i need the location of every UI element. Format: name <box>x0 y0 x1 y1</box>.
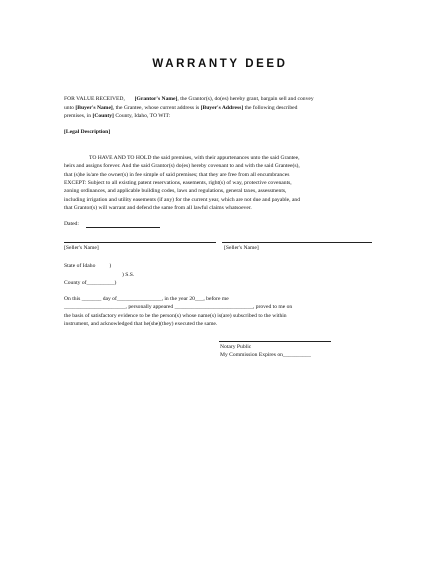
described-text: the following described <box>244 104 298 111</box>
grantee-address-text: , the Grantee, whose current address is <box>112 104 200 111</box>
county-field: [County] <box>92 113 114 119</box>
buyer-name-field: [Buyer's Name] <box>75 104 113 111</box>
habendum-line: that Grantor(s) will warrant and defend the same from all lawful claims whatsoever. <box>64 204 252 211</box>
dated-label: Dated: <box>64 221 79 227</box>
habendum-line: TO HAVE AND TO HOLD the said premises, with their appurtenances unto the said Grantee, <box>89 155 300 161</box>
seller-signature-line-2[interactable] <box>222 242 372 243</box>
habendum-line: that (s)he is/are the owner(s) in fee simple of said premises; that they are free from all encumbrances <box>64 171 290 178</box>
seller-signature-line-1[interactable] <box>64 242 216 243</box>
habendum-line: EXCEPT: Subject to all existing patent reservations, easements, right(s) of way, protective covenants, <box>64 179 292 186</box>
document-title: WARRANTY DEED <box>152 58 288 70</box>
acknowledgment-line: ______________________, personally appeared ____________________________, proved to me on <box>64 304 293 311</box>
intro-line-2 <box>64 104 394 112</box>
notary-signature-line[interactable] <box>219 341 331 342</box>
intro-line-3 <box>64 112 394 120</box>
habendum-line: zoning ordinances, and applicable building codes, laws and regulations, general taxes, assessments, <box>64 188 287 195</box>
acknowledgment-line: On this _______ day of________________, in the year 20___, before me <box>64 296 229 302</box>
county-of-line: County of__________) <box>64 280 117 286</box>
notary-public-label: Notary Public <box>220 344 252 350</box>
unto-label: unto <box>64 104 74 111</box>
state-of-idaho-line: State of Idaho ) <box>64 263 112 269</box>
for-value-label: FOR VALUE RECEIVED, <box>64 96 125 102</box>
county-idaho-text: County, Idaho, TO WIT: <box>115 113 171 119</box>
habendum-line: heirs and assigns forever. And the said Grantor(s) do(es) hereby covenant to and with the said Grantee(s), <box>64 163 300 170</box>
seller-name-1: [Seller's Name] <box>64 245 99 251</box>
acknowledgment-line: the basis of satisfactory evidence to be the person(s) whose name(s) is(are) subscribed to the within <box>64 312 287 319</box>
premises-label: premises, in <box>64 113 92 119</box>
legal-description-field: [Legal Description] <box>64 129 111 135</box>
ss-line: ) S.S. <box>122 271 135 278</box>
intro-grant-text: , the Grantor(s), do(es) hereby grant, bargain sell and convey <box>177 96 314 102</box>
grantor-name-field: [Grantor's Name] <box>134 96 178 102</box>
acknowledgment-line: instrument, and acknowledged that he(she)(they) executed the same. <box>64 320 218 327</box>
habendum-line: including irrigation and utility easements (if any) for the current year, which are not due and payable, and <box>64 196 301 203</box>
commission-expires-line: My Commission Expires on__________ <box>220 352 311 359</box>
dated-signature-line[interactable] <box>86 227 160 228</box>
seller-name-2: [Seller's Name] <box>224 245 259 251</box>
buyer-address-field: [Buyer's Address] <box>200 104 244 111</box>
intro-line-1 <box>64 95 394 103</box>
